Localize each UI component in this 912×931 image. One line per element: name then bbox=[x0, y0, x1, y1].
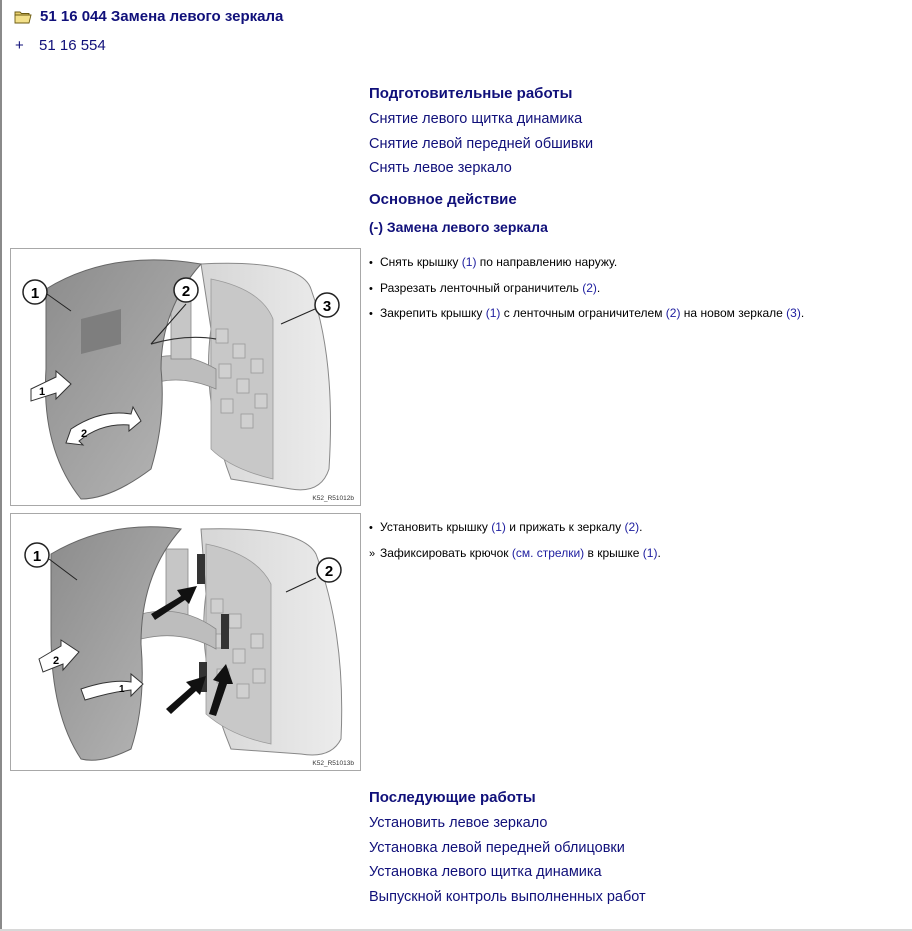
bullet-icon: • bbox=[369, 257, 373, 269]
figure-mirror-removal bbox=[10, 248, 361, 506]
figure-mirror-installation bbox=[10, 513, 361, 771]
preparatory-heading: Подготовительные работы bbox=[369, 85, 573, 102]
double-chevron-icon: » bbox=[369, 548, 376, 560]
preparatory-link[interactable]: Снятие левой передней обшивки bbox=[369, 136, 594, 152]
followup-link[interactable]: Выпускной контроль выполненных работ bbox=[369, 889, 646, 905]
instruction-step: • Закрепить крышку (1) с ленточным ограничителем (2) на новом зеркале (3). bbox=[369, 306, 805, 320]
operation-title: (-) Замена левого зеркала bbox=[369, 219, 548, 235]
followup-link[interactable]: Установка левой передней облицовки bbox=[369, 840, 625, 856]
reference-link[interactable]: (1) bbox=[485, 306, 501, 320]
document-title-row bbox=[14, 8, 283, 25]
arrow-label: 2 bbox=[81, 428, 88, 440]
callout-1: 1 bbox=[30, 285, 40, 302]
instruction-step: • Снять крышку (1) по направлению наружу. bbox=[369, 255, 618, 269]
bullet-icon: • bbox=[369, 522, 373, 534]
folder-icon bbox=[14, 10, 32, 24]
preparatory-link[interactable]: Снятие левого щитка динамика bbox=[369, 111, 583, 127]
mirror-illustration bbox=[11, 514, 360, 770]
preparatory-link[interactable]: Снять левое зеркало bbox=[369, 160, 512, 176]
reference-link[interactable]: (1) bbox=[642, 546, 658, 560]
document-title: 51 16 044 Замена левого зеркала bbox=[40, 8, 284, 25]
callout-3: 3 bbox=[322, 298, 332, 315]
reference-link[interactable]: (см. стрелки) bbox=[511, 546, 585, 560]
callout-2: 2 bbox=[324, 563, 334, 580]
instruction-step: • Установить крышку (1) и прижать к зеркалу (2). bbox=[369, 520, 643, 534]
reference-link[interactable]: (2) bbox=[582, 281, 597, 295]
callout-2: 2 bbox=[181, 283, 191, 300]
followup-link[interactable]: Установка левого щитка динамика bbox=[369, 864, 602, 880]
reference-link[interactable]: (1) bbox=[461, 255, 477, 269]
bullet-icon: • bbox=[369, 283, 373, 295]
callout-1: 1 bbox=[32, 548, 42, 565]
mirror-illustration bbox=[11, 249, 360, 505]
expand-icon[interactable]: + bbox=[15, 37, 24, 54]
reference-link[interactable]: (2) bbox=[665, 306, 681, 320]
figure-code: K52_R51012b bbox=[312, 495, 354, 502]
arrow-label: 1 bbox=[39, 386, 46, 398]
reference-link[interactable]: (1) bbox=[491, 520, 506, 534]
main-action-heading: Основное действие bbox=[369, 191, 517, 208]
arrow-label: 1 bbox=[119, 684, 125, 695]
related-document-row[interactable] bbox=[15, 37, 106, 54]
bullet-icon: • bbox=[369, 308, 373, 320]
followup-heading: Последующие работы bbox=[369, 789, 536, 806]
left-frame-border bbox=[0, 0, 2, 929]
related-document-code[interactable]: 51 16 554 bbox=[39, 37, 106, 54]
instruction-step: » Зафиксировать крючок (см. стрелки) в крышке (1). bbox=[369, 546, 661, 560]
arrow-label: 2 bbox=[53, 655, 60, 667]
followup-link[interactable]: Установить левое зеркало bbox=[369, 815, 548, 831]
reference-link[interactable]: (3) bbox=[786, 306, 801, 320]
figure-code: K52_R51013b bbox=[312, 760, 354, 767]
instruction-step: • Разрезать ленточный ограничитель (2). bbox=[369, 281, 601, 295]
reference-link[interactable]: (2) bbox=[624, 520, 640, 534]
